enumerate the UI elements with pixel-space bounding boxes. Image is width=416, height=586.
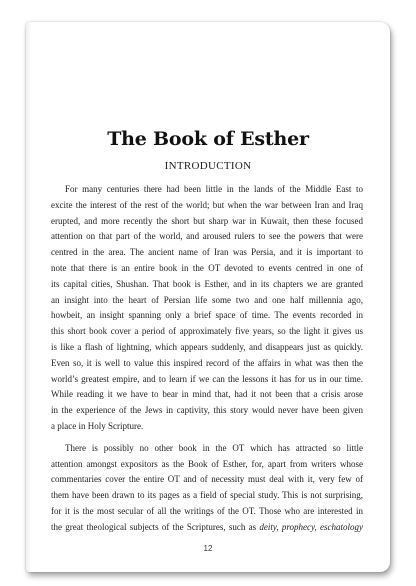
text-line: For many centuries there had been little in the lands of the Middle East to [65, 184, 363, 194]
text-line: for it is the most secular of all the writings of the OT. Those who are interested in [51, 505, 363, 516]
italic-terms: deity, prophecy, eschatology [259, 521, 363, 532]
text-line: centred in the area. The ancient name of Iran was Persia, and it is important to [51, 247, 363, 258]
text-line: an insight into the heart of Persian life some two and one half millennia ago, [51, 294, 363, 305]
book-page [26, 22, 390, 572]
text-line: in the experience of the Jews in captivity, this story would never have been given [51, 405, 363, 416]
text-line: attention amongst expositors as the Book of Esther, for, apart from writers whose [51, 458, 363, 469]
text-line: is like a flash of lightning, which appears suddenly, and disappears just as quickly. [51, 341, 363, 352]
text-line: excite the interest of the rest of the world; but when the war between Iran and Iraq [51, 199, 363, 210]
text-line: world’s greatest empire, and to learn if we can the lessons it has for us in our time. [51, 373, 363, 384]
text-line: While reading it we have to bear in mind that, had it not been that a crisis arose [51, 389, 363, 400]
text-line: note that there is an entire book in the OT devoted to events centred in one of [51, 262, 363, 273]
page-title: The Book of Esther [107, 128, 309, 150]
paragraph-1 [51, 182, 363, 435]
text-line: howbeit, an insight spanning only a brief space of time. The events recorded in [51, 310, 363, 321]
section-heading: INTRODUCTION [164, 160, 252, 172]
text-line [51, 520, 363, 536]
text-line: attention on that part of the world, and aroused rulers to see the powers that were [51, 231, 363, 242]
text-line: its capital cities, Shushan. That book is Esther, and in its chapters we are granted [51, 278, 363, 289]
paragraph-2 [51, 441, 363, 536]
text-line: commentaries cover the entire OT and of necessity must deal with it, very few of [51, 474, 363, 485]
text-line-start: the great theological subjects of the Scriptures, such as [51, 521, 260, 532]
body-text [51, 182, 363, 542]
text-line: a place in Holy Scripture. [51, 420, 144, 431]
text-line: Even so, it is well to value this inspired record of the affairs in what was then the [51, 357, 363, 368]
text-line: this short book cover a period of approximately five years, so the light it gives us [51, 326, 363, 337]
text-line: them have been drawn to its pages as a field of special study. This is not surprising, [51, 490, 363, 501]
text-line: erupted, and more recently the short but sharp war in Kuwait, then these focused [51, 215, 363, 226]
text-line: There is possibly no other book in the OT which has attracted so little [65, 442, 363, 453]
page-number: 12 [203, 544, 213, 553]
